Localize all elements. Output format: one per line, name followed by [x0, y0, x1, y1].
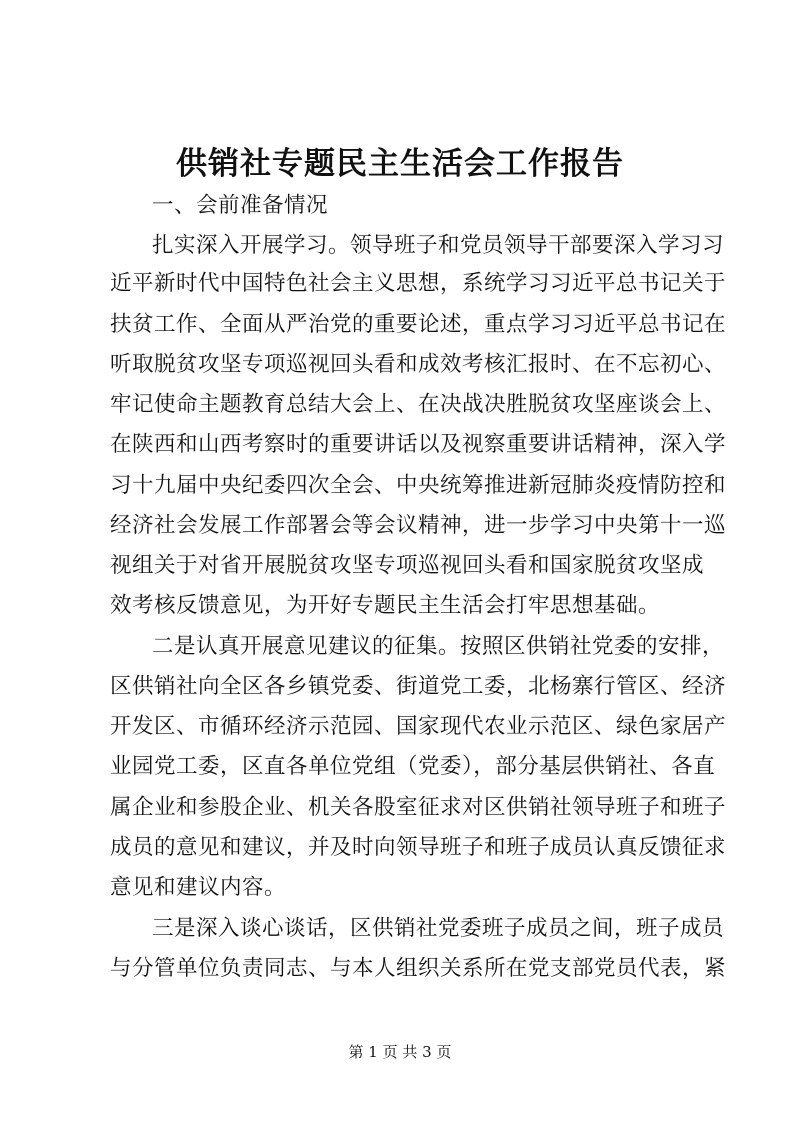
paragraph-line: 意见和建议内容。 — [110, 875, 287, 900]
paragraph-line: 听取脱贫攻坚专项巡视回头看和成效考核汇报时、在不忘初心、 — [110, 352, 727, 377]
paragraph-line: 近平新时代中国特色社会主义思想，系统学习习近平总书记关于 — [110, 271, 727, 296]
paragraph-line: 与分管单位负责同志、与本人组织关系所在党支部党员代表，紧 — [110, 956, 727, 981]
paragraph-line: 效考核反馈意见，为开好专题民主生活会打牢思想基础。 — [110, 593, 661, 618]
page-number-footer: 第 1 页 共 3 页 — [348, 1043, 452, 1061]
paragraph-line: 习十九届中央纪委四次全会、中央统筹推进新冠肺炎疫情防控和 — [110, 473, 727, 498]
paragraph-line: 区供销社向全区各乡镇党委、街道党工委，北杨寨行管区、经济 — [110, 674, 727, 699]
paragraph-line: 业园党工委，区直各单位党组（党委），部分基层供销社、各直 — [110, 754, 716, 779]
document-title: 供销社专题民主生活会工作报告 — [176, 146, 624, 182]
paragraph-line: 三是深入谈心谈话，区供销社党委班子成员之间，班子成员 — [152, 916, 725, 941]
paragraph-line: 视组关于对省开展脱贫攻坚专项巡视回头看和国家脱贫攻坚成 — [110, 553, 705, 578]
paragraph-line: 经济社会发展工作部署会等会议精神，进一步学习中央第十一巡 — [110, 513, 727, 538]
paragraph-line: 成员的意见和建议，并及时向领导班子和班子成员认真反馈征求 — [110, 835, 727, 860]
paragraph-line: 在陕西和山西考察时的重要讲话以及视察重要讲话精神，深入学 — [110, 432, 727, 457]
paragraph-line: 牢记使命主题教育总结大会上、在决战决胜脱贫攻坚座谈会上、 — [110, 392, 727, 417]
paragraph-line: 二是认真开展意见建议的征集。按照区供销社党委的安排， — [152, 634, 725, 659]
paragraph-line: 开发区、市循环经济示范园、国家现代农业示范区、绿色家居产 — [110, 714, 727, 739]
paragraph-line: 属企业和参股企业、机关各股室征求对区供销社领导班子和班子 — [110, 795, 727, 820]
paragraph-line: 扎实深入开展学习。领导班子和党员领导干部要深入学习习 — [152, 233, 725, 258]
section-heading: 一、会前准备情况 — [152, 193, 329, 218]
paragraph-line: 扶贫工作、全面从严治党的重要论述，重点学习习近平总书记在 — [110, 312, 727, 337]
